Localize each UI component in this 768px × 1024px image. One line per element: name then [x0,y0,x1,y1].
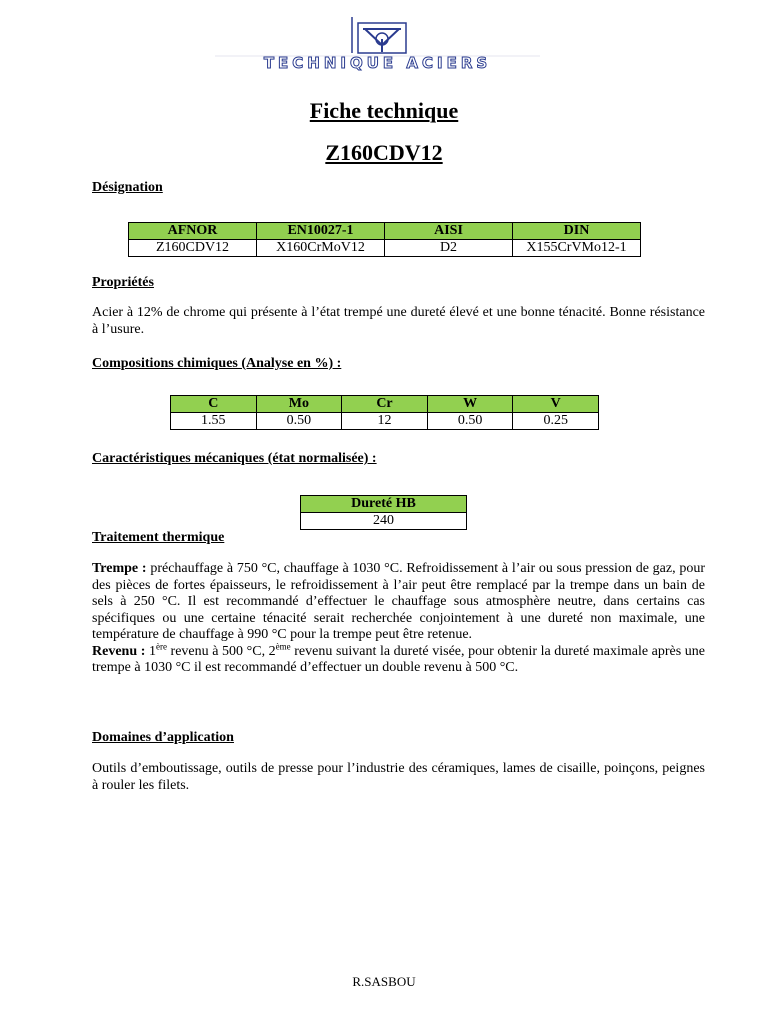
table-header-cell: AISI [385,223,513,240]
table-cell: 0.50 [427,413,513,430]
properties-text: Acier à 12% de chrome qui présente à l’état trempé une dureté élevé et une bonne ténacité. Bonne résistance à l’usure. [92,305,705,337]
table-cell: 1.55 [171,413,257,430]
hardness-table [300,495,467,530]
tempering-text-3: revenu suivant la dureté visée, pour obtenir la dureté maximale après une trempe à 1030 °C il est recommandé d’effectuer un double revenu à 500 °C. [92,643,705,675]
table-header-cell: W [427,396,513,413]
tempering-label: Revenu : [92,643,146,659]
table-cell: X160CrMoV12 [257,240,385,257]
table-header-cell: AFNOR [129,223,257,240]
table-header-cell: C [171,396,257,413]
designation-heading: Désignation [92,180,163,195]
tempering-sup-2: ème [275,640,291,651]
table-header-row [301,496,467,513]
tempering-text-1: 1 [145,643,156,659]
table-row [129,240,641,257]
properties-heading: Propriétés [92,275,154,290]
table-header-row [171,396,599,413]
quench-text: préchauffage à 750 °C, chauffage à 1030 °C. Refroidissement à l’air ou sous pression de gaz, pour des pièces de fortes épaisseurs, le refroidissement à l’air peut être remplacé par la trempe dans un bain de sels à 250 °C. Il est recommandé d’effectuer le chauffage sous atmosphère neutre, dans certains cas spécifiques ou une certaine ténacité serait recherchée conjointement à une dureté non maximale, une température de chauffage à 990 °C pour la trempe peut être retenue. [92,561,705,642]
logo-text: TECHNIQUE ACIERS [263,54,492,72]
table-cell: 0.50 [256,413,342,430]
tempering-text-2: revenu à 500 °C, 2 [166,643,276,659]
applications-text: Outils d’emboutissage, outils de presse pour l’industrie des céramiques, lames de cisaille, poinçons, peignes à rouler les filets. [92,761,705,793]
table-header-cell: DIN [513,223,641,240]
table-header-cell: V [513,396,599,413]
mechanical-heading: Caractéristiques mécaniques (état normalisée) : [92,451,377,466]
table-cell: X155CrVMo12-1 [513,240,641,257]
footer-author: R.SASBOU [352,974,416,989]
composition-table [170,395,599,430]
table-row [171,413,599,430]
table-header-row [129,223,641,240]
table-header-cell: Dureté HB [301,496,467,513]
table-cell: 0.25 [513,413,599,430]
heat-treatment-heading: Traitement thermique [92,530,225,545]
table-header-cell: EN10027-1 [257,223,385,240]
heat-treatment-text [92,561,705,677]
tempering-sup-1: ère [155,640,167,651]
steel-grade-title: Z160CDV12 [325,140,443,165]
quench-label: Trempe : [92,561,147,576]
table-cell: 12 [342,413,428,430]
composition-heading: Compositions chimiques (Analyse en %) : [92,356,342,371]
applications-heading: Domaines d’application [92,730,234,745]
table-header-cell: Mo [256,396,342,413]
page-title: Fiche technique [309,98,459,123]
company-logo [215,15,540,73]
table-row [301,513,467,530]
table-cell: D2 [385,240,513,257]
table-cell: Z160CDV12 [129,240,257,257]
designation-table [128,222,641,257]
table-header-cell: Cr [342,396,428,413]
table-cell: 240 [301,513,467,530]
